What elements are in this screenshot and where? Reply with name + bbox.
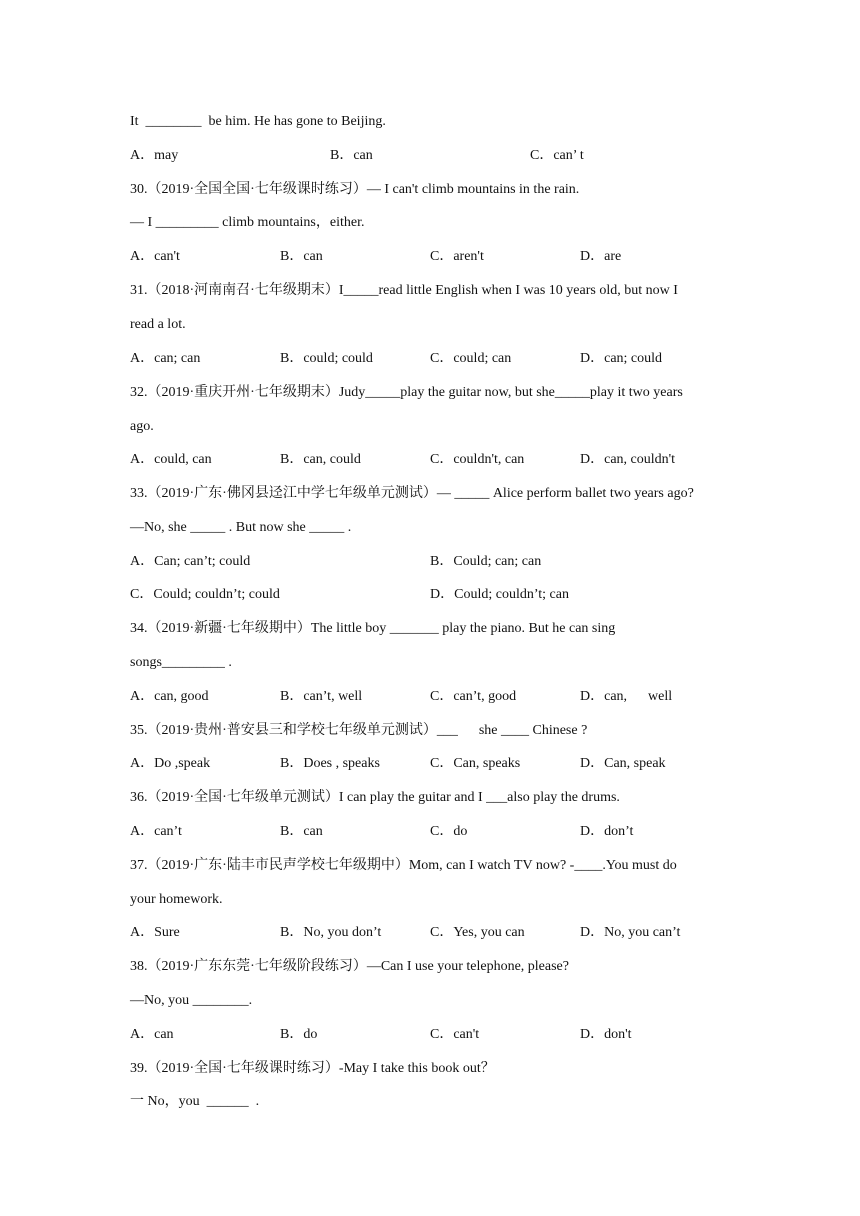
option-b: B．can, could	[280, 452, 361, 467]
option-a: A．Do ,speak	[130, 756, 211, 771]
option-b: B．can	[330, 148, 373, 163]
option-a: A．Sure	[130, 925, 180, 940]
question-37-options	[0, 924, 860, 942]
question-31-stem: 31.（2018·河南南召·七年级期末）I_____read little English when I was 10 years old, but now I	[130, 283, 678, 298]
question-30-stem: 30.（2019·全国全国·七年级课时练习）— I can't climb mountains in the rain.	[130, 182, 580, 197]
option-d: D．can, well	[580, 689, 673, 704]
question-37-stem-2: your homework.	[130, 892, 223, 907]
option-b: B．can’t, well	[280, 689, 363, 704]
question-35-stem: 35.（2019·贵州·普安县三和学校七年级单元测试）___ she ____ Chinese ?	[130, 723, 588, 738]
option-b: B．Does , speaks	[280, 756, 380, 771]
question-33-stem-2: —No, she _____ . But now she _____ .	[130, 520, 352, 535]
option-d: D．can, couldn't	[580, 452, 676, 467]
question-33-stem: 33.（2019·广东·佛冈县迳江中学七年级单元测试）— _____ Alice perform ballet two years ago?	[130, 486, 694, 501]
question-35-options	[0, 755, 860, 773]
option-d: D．No, you can’t	[580, 925, 681, 940]
question-32-stem: 32.（2019·重庆开州·七年级期末）Judy_____play the guitar now, but she_____play it two years	[130, 385, 683, 400]
question-36-options	[0, 823, 860, 841]
option-d: D．don't	[580, 1027, 632, 1042]
option-c: C．can't	[430, 1027, 480, 1042]
option-a: A．can	[130, 1027, 174, 1042]
question-33-options-row2	[0, 586, 860, 604]
question-37-stem: 37.（2019·广东·陆丰市民声学校七年级期中）Mom, can I watch TV now? -____.You must do	[130, 858, 677, 873]
question-32-stem-2: ago.	[130, 419, 154, 434]
question-38-stem: 38.（2019·广东东莞·七年级阶段练习）—Can I use your telephone, please?	[130, 959, 569, 974]
option-d: D．can; could	[580, 351, 663, 366]
question-36-stem: 36.（2019·全国·七年级单元测试）I can play the guitar and I ___also play the drums.	[130, 790, 620, 805]
option-c: C．aren't	[430, 249, 484, 264]
question-29-options	[0, 147, 860, 165]
question-31-stem-2: read a lot.	[130, 317, 186, 332]
option-d: D．Can, speak	[580, 756, 666, 771]
option-b: B．do	[280, 1027, 318, 1042]
option-c: C．can’ t	[530, 148, 584, 163]
option-a: A．can't	[130, 249, 180, 264]
option-c: C．do	[430, 824, 468, 839]
option-c: C．can’t, good	[430, 689, 517, 704]
option-d: D．Could; couldn’t; can	[430, 587, 569, 602]
question-38-stem-2: —No, you ________.	[130, 993, 253, 1008]
option-c: C．couldn't, can	[430, 452, 525, 467]
option-a: A．can; can	[130, 351, 201, 366]
question-34-options	[0, 688, 860, 706]
option-a: A．can, good	[130, 689, 209, 704]
option-a: A．can’t	[130, 824, 182, 839]
question-39-stem: 39.（2019·全国·七年级课时练习）-May I take this book out？	[130, 1061, 495, 1076]
option-a: A．may	[130, 148, 179, 163]
question-30-stem-2: — I _________ climb mountains，either.	[130, 215, 365, 230]
question-31-options	[0, 350, 860, 368]
question-34-stem: 34.（2019·新疆·七年级期中）The little boy _______ play the piano. But he can sing	[130, 621, 616, 636]
option-d: D．are	[580, 249, 622, 264]
option-b: B．could; could	[280, 351, 373, 366]
question-39-stem-2: 一 No，you ______ .	[130, 1094, 260, 1109]
question-29-stem: It ________ be him. He has gone to Beijing.	[130, 114, 386, 129]
option-c: C．could; can	[430, 351, 512, 366]
option-d: D．don’t	[580, 824, 634, 839]
option-c: C．Yes, you can	[430, 925, 525, 940]
option-b: B．can	[280, 824, 323, 839]
option-b: B．No, you don’t	[280, 925, 382, 940]
question-30-options	[0, 248, 860, 266]
option-a: A．Can; can’t; could	[130, 554, 251, 569]
option-c: C．Could; couldn’t; could	[130, 587, 280, 602]
question-32-options	[0, 451, 860, 469]
option-a: A．could, can	[130, 452, 212, 467]
option-b: B．Could; can; can	[430, 554, 542, 569]
question-34-stem-2: songs_________ .	[130, 655, 232, 670]
option-c: C．Can, speaks	[430, 756, 521, 771]
question-33-options-row1	[0, 553, 860, 571]
option-b: B．can	[280, 249, 323, 264]
question-38-options	[0, 1026, 860, 1044]
